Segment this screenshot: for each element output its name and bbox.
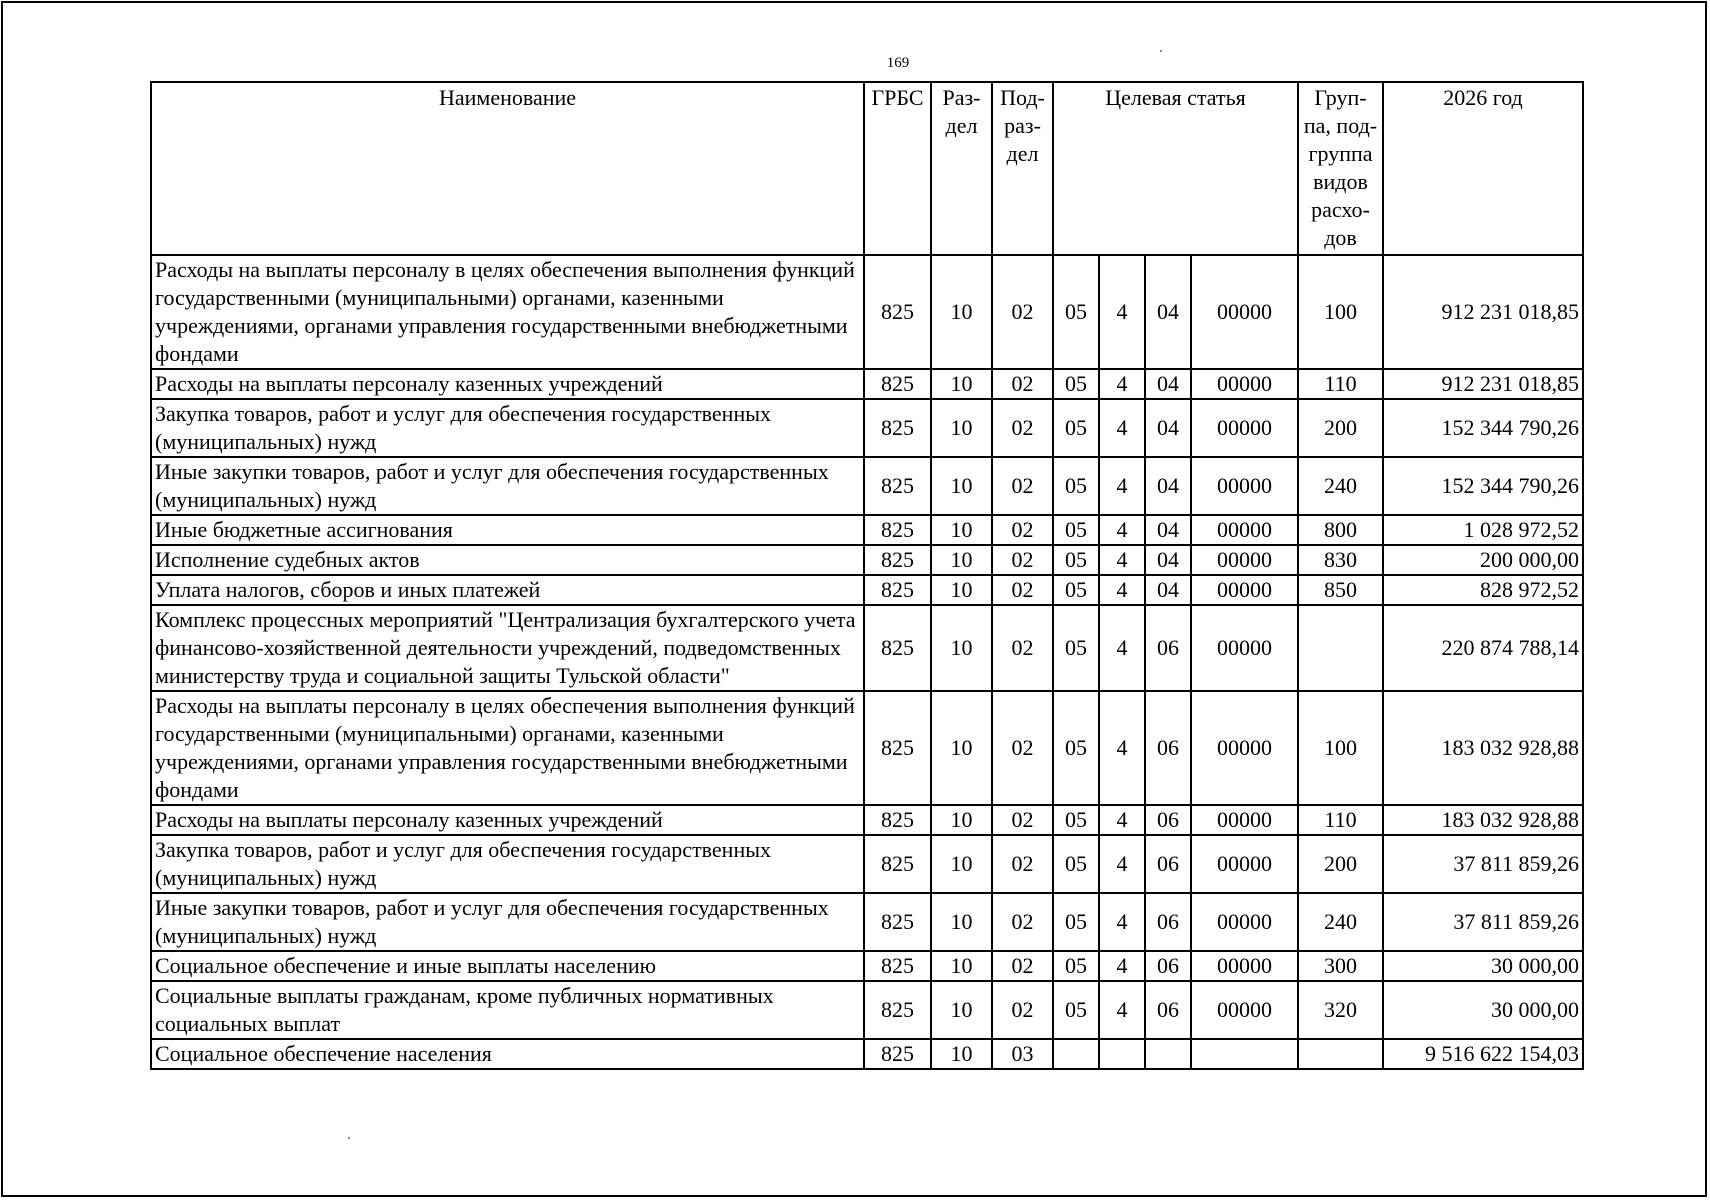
- cell-name: Закупка товаров, работ и услуг для обеспечения государственных (муниципальных) нужд: [151, 835, 864, 893]
- cell-razdel: 10: [931, 691, 992, 805]
- cell-t1: 05: [1053, 951, 1099, 981]
- cell-podrazdel: 02: [992, 893, 1053, 951]
- table-row: [151, 605, 1583, 691]
- budget-table: [150, 81, 1584, 1070]
- cell-group: [1298, 605, 1383, 691]
- cell-podrazdel: 02: [992, 951, 1053, 981]
- header-year: 2026 год: [1383, 82, 1583, 255]
- cell-group: [1298, 1039, 1383, 1069]
- cell-razdel: 10: [931, 545, 992, 575]
- cell-amount: 1 028 972,52: [1383, 515, 1583, 545]
- cell-grbs: 825: [864, 575, 931, 605]
- cell-amount: 9 516 622 154,03: [1383, 1039, 1583, 1069]
- cell-podrazdel: 02: [992, 805, 1053, 835]
- cell-t4: 00000: [1191, 951, 1298, 981]
- cell-grbs: 825: [864, 399, 931, 457]
- table-row: [151, 515, 1583, 545]
- cell-name: Расходы на выплаты персоналу казенных учреждений: [151, 805, 864, 835]
- cell-t3: 06: [1145, 835, 1191, 893]
- cell-group: 240: [1298, 893, 1383, 951]
- cell-name: Иные закупки товаров, работ и услуг для обеспечения государственных (муниципальных) нужд: [151, 457, 864, 515]
- cell-t2: 4: [1099, 951, 1145, 981]
- cell-podrazdel: 02: [992, 981, 1053, 1039]
- cell-razdel: 10: [931, 399, 992, 457]
- cell-t2: 4: [1099, 399, 1145, 457]
- cell-t1: 05: [1053, 515, 1099, 545]
- header-target: Целевая статья: [1053, 82, 1298, 255]
- cell-t4: [1191, 1039, 1298, 1069]
- cell-t3: 04: [1145, 515, 1191, 545]
- cell-t2: 4: [1099, 893, 1145, 951]
- cell-razdel: 10: [931, 951, 992, 981]
- cell-t2: 4: [1099, 605, 1145, 691]
- cell-grbs: 825: [864, 805, 931, 835]
- cell-t1: 05: [1053, 399, 1099, 457]
- cell-t4: 00000: [1191, 605, 1298, 691]
- cell-t4: 00000: [1191, 515, 1298, 545]
- cell-amount: 152 344 790,26: [1383, 399, 1583, 457]
- cell-podrazdel: 02: [992, 575, 1053, 605]
- cell-podrazdel: 02: [992, 399, 1053, 457]
- table-row: [151, 369, 1583, 399]
- cell-razdel: 10: [931, 515, 992, 545]
- cell-razdel: 10: [931, 605, 992, 691]
- cell-t2: 4: [1099, 575, 1145, 605]
- cell-podrazdel: 02: [992, 545, 1053, 575]
- cell-name: Социальное обеспечение населения: [151, 1039, 864, 1069]
- table-row: [151, 1039, 1583, 1069]
- cell-grbs: 825: [864, 545, 931, 575]
- cell-amount: 220 874 788,14: [1383, 605, 1583, 691]
- page-number: [0, 55, 1710, 72]
- cell-group: 200: [1298, 399, 1383, 457]
- cell-t4: 00000: [1191, 805, 1298, 835]
- cell-t1: 05: [1053, 575, 1099, 605]
- cell-t1: 05: [1053, 545, 1099, 575]
- cell-t3: 06: [1145, 805, 1191, 835]
- cell-t4: 00000: [1191, 691, 1298, 805]
- cell-t4: 00000: [1191, 575, 1298, 605]
- cell-group: 830: [1298, 545, 1383, 575]
- table-row: [151, 255, 1583, 369]
- header-name: Наименование: [151, 82, 864, 255]
- cell-t3: 04: [1145, 545, 1191, 575]
- cell-group: 110: [1298, 805, 1383, 835]
- cell-group: 850: [1298, 575, 1383, 605]
- scan-speck: [348, 1137, 350, 1139]
- cell-razdel: 10: [931, 575, 992, 605]
- cell-t1: 05: [1053, 605, 1099, 691]
- cell-amount: 37 811 859,26: [1383, 893, 1583, 951]
- cell-t3: 04: [1145, 575, 1191, 605]
- cell-name: Исполнение судебных актов: [151, 545, 864, 575]
- cell-amount: 183 032 928,88: [1383, 805, 1583, 835]
- header-row: [151, 82, 1583, 255]
- table-row: [151, 981, 1583, 1039]
- cell-t2: 4: [1099, 369, 1145, 399]
- cell-t3: 06: [1145, 893, 1191, 951]
- cell-amount: 828 972,52: [1383, 575, 1583, 605]
- cell-group: 100: [1298, 255, 1383, 369]
- cell-t2: [1099, 1039, 1145, 1069]
- cell-t3: 04: [1145, 369, 1191, 399]
- cell-group: 320: [1298, 981, 1383, 1039]
- cell-group: 100: [1298, 691, 1383, 805]
- cell-t4: 00000: [1191, 255, 1298, 369]
- cell-razdel: 10: [931, 457, 992, 515]
- cell-t4: 00000: [1191, 981, 1298, 1039]
- cell-grbs: 825: [864, 835, 931, 893]
- cell-t2: 4: [1099, 805, 1145, 835]
- header-razdel: Раз- дел: [931, 82, 992, 255]
- table-body: [151, 255, 1583, 1069]
- cell-grbs: 825: [864, 605, 931, 691]
- cell-name: Социальное обеспечение и иные выплаты населению: [151, 951, 864, 981]
- cell-grbs: 825: [864, 1039, 931, 1069]
- cell-razdel: 10: [931, 369, 992, 399]
- cell-t4: 00000: [1191, 545, 1298, 575]
- cell-amount: 912 231 018,85: [1383, 255, 1583, 369]
- cell-amount: 912 231 018,85: [1383, 369, 1583, 399]
- cell-grbs: 825: [864, 515, 931, 545]
- cell-group: 240: [1298, 457, 1383, 515]
- cell-t2: 4: [1099, 981, 1145, 1039]
- table-row: [151, 575, 1583, 605]
- cell-razdel: 10: [931, 981, 992, 1039]
- cell-name: Социальные выплаты гражданам, кроме публичных нормативных социальных выплат: [151, 981, 864, 1039]
- cell-t1: 05: [1053, 835, 1099, 893]
- cell-t4: 00000: [1191, 835, 1298, 893]
- cell-name: Расходы на выплаты персоналу в целях обеспечения выполнения функций государственными (муниципальными) органами, казенными учреждениями, органами управления государственными внебюджетными фондами: [151, 255, 864, 369]
- cell-amount: 183 032 928,88: [1383, 691, 1583, 805]
- cell-podrazdel: 02: [992, 605, 1053, 691]
- cell-name: Комплекс процессных мероприятий "Централизация бухгалтерского учета финансово-хозяйственной деятельности учреждений, подведомственных министерству труда и социальной защиты Тульской области": [151, 605, 864, 691]
- cell-podrazdel: 02: [992, 457, 1053, 515]
- cell-t1: 05: [1053, 691, 1099, 805]
- cell-amount: 30 000,00: [1383, 981, 1583, 1039]
- cell-amount: 37 811 859,26: [1383, 835, 1583, 893]
- cell-t3: [1145, 1039, 1191, 1069]
- cell-grbs: 825: [864, 369, 931, 399]
- cell-t1: 05: [1053, 981, 1099, 1039]
- cell-razdel: 10: [931, 805, 992, 835]
- cell-t3: 04: [1145, 399, 1191, 457]
- table-row: [151, 893, 1583, 951]
- header-group: Груп- па, под- группа видов расхо- дов: [1298, 82, 1383, 255]
- header-grbs: ГРБС: [864, 82, 931, 255]
- cell-t2: 4: [1099, 255, 1145, 369]
- cell-razdel: 10: [931, 1039, 992, 1069]
- cell-name: Иные закупки товаров, работ и услуг для обеспечения государственных (муниципальных) нужд: [151, 893, 864, 951]
- cell-name: Уплата налогов, сборов и иных платежей: [151, 575, 864, 605]
- cell-t3: 06: [1145, 605, 1191, 691]
- cell-name: Расходы на выплаты персоналу в целях обеспечения выполнения функций государственными (муниципальными) органами, казенными учреждениями, органами управления государственными внебюджетными фондами: [151, 691, 864, 805]
- cell-podrazdel: 02: [992, 515, 1053, 545]
- cell-grbs: 825: [864, 691, 931, 805]
- cell-t4: 00000: [1191, 369, 1298, 399]
- cell-t3: 06: [1145, 951, 1191, 981]
- cell-grbs: 825: [864, 893, 931, 951]
- cell-grbs: 825: [864, 255, 931, 369]
- cell-razdel: 10: [931, 893, 992, 951]
- cell-t2: 4: [1099, 457, 1145, 515]
- cell-razdel: 10: [931, 835, 992, 893]
- table-row: [151, 399, 1583, 457]
- cell-group: 200: [1298, 835, 1383, 893]
- cell-podrazdel: 03: [992, 1039, 1053, 1069]
- table-row: [151, 457, 1583, 515]
- cell-t1: 05: [1053, 255, 1099, 369]
- cell-group: 800: [1298, 515, 1383, 545]
- scan-speck: [1160, 50, 1162, 52]
- header-podrazdel: Под- раз- дел: [992, 82, 1053, 255]
- cell-name: Расходы на выплаты персоналу казенных учреждений: [151, 369, 864, 399]
- cell-t1: [1053, 1039, 1099, 1069]
- cell-grbs: 825: [864, 951, 931, 981]
- cell-amount: 152 344 790,26: [1383, 457, 1583, 515]
- cell-t1: 05: [1053, 369, 1099, 399]
- cell-t3: 04: [1145, 457, 1191, 515]
- cell-t4: 00000: [1191, 399, 1298, 457]
- cell-name: Закупка товаров, работ и услуг для обеспечения государственных (муниципальных) нужд: [151, 399, 864, 457]
- cell-name: Иные бюджетные ассигнования: [151, 515, 864, 545]
- cell-t3: 06: [1145, 691, 1191, 805]
- table-row: [151, 805, 1583, 835]
- cell-t2: 4: [1099, 835, 1145, 893]
- cell-t1: 05: [1053, 805, 1099, 835]
- cell-t3: 06: [1145, 981, 1191, 1039]
- cell-podrazdel: 02: [992, 691, 1053, 805]
- cell-podrazdel: 02: [992, 255, 1053, 369]
- cell-amount: 30 000,00: [1383, 951, 1583, 981]
- cell-t3: 04: [1145, 255, 1191, 369]
- cell-t2: 4: [1099, 691, 1145, 805]
- cell-t4: 00000: [1191, 893, 1298, 951]
- cell-t2: 4: [1099, 545, 1145, 575]
- cell-t2: 4: [1099, 515, 1145, 545]
- cell-group: 110: [1298, 369, 1383, 399]
- cell-t1: 05: [1053, 457, 1099, 515]
- cell-grbs: 825: [864, 981, 931, 1039]
- cell-amount: 200 000,00: [1383, 545, 1583, 575]
- cell-grbs: 825: [864, 457, 931, 515]
- cell-podrazdel: 02: [992, 369, 1053, 399]
- page-number-text: 169: [886, 55, 910, 71]
- table-row: [151, 951, 1583, 981]
- table-row: [151, 835, 1583, 893]
- cell-razdel: 10: [931, 255, 992, 369]
- cell-t1: 05: [1053, 893, 1099, 951]
- table-row: [151, 545, 1583, 575]
- cell-t4: 00000: [1191, 457, 1298, 515]
- cell-group: 300: [1298, 951, 1383, 981]
- table-row: [151, 691, 1583, 805]
- cell-podrazdel: 02: [992, 835, 1053, 893]
